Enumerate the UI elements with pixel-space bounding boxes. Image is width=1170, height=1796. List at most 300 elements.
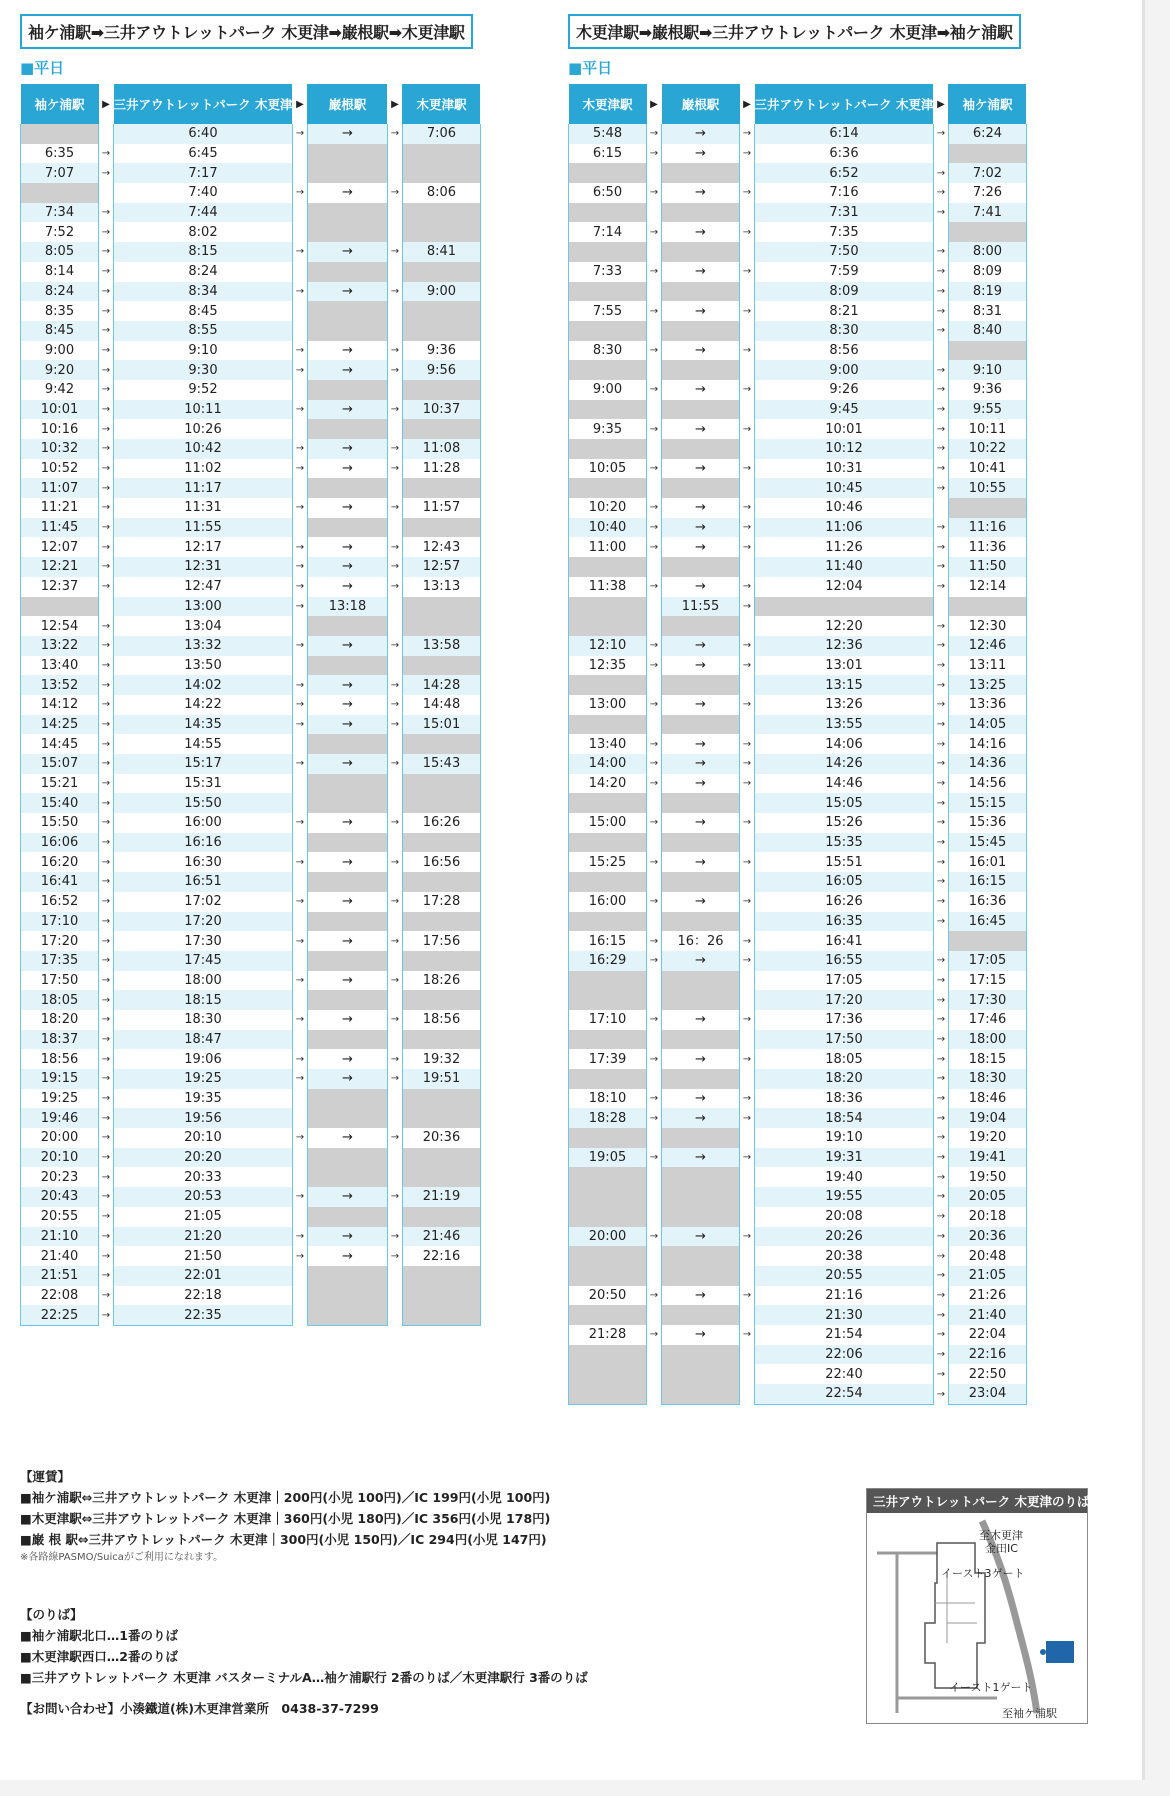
arrow-cell: → <box>649 778 659 790</box>
time-cell: 13:36 <box>948 695 1026 715</box>
time-cell: 20:00 <box>21 1128 99 1148</box>
arrow-cell: → <box>101 364 111 376</box>
arrow-cell: → <box>101 482 111 494</box>
left-header-row <box>21 84 481 124</box>
time-cell <box>402 1148 480 1168</box>
time-cell: 13:22 <box>21 636 99 656</box>
time-cell <box>402 222 480 242</box>
arrow-cell: → <box>936 876 946 888</box>
arrow-cell: → <box>936 187 946 199</box>
timetable-row <box>21 1266 481 1286</box>
time-cell <box>662 1069 740 1089</box>
time-cell: 11:21 <box>21 498 99 518</box>
timetable-row <box>21 1128 481 1148</box>
map-label-north-2: 金田IC <box>985 1542 1018 1555</box>
time-cell <box>569 1364 647 1384</box>
timetable-row <box>569 242 1027 262</box>
arrow-cell <box>647 793 662 813</box>
time-cell: 21:28 <box>569 1325 647 1345</box>
time-cell: → <box>662 419 740 439</box>
arrow-cell <box>387 203 402 223</box>
time-cell: 7:55 <box>569 301 647 321</box>
right-header-station-3: 三井アウトレットパーク 木更津 <box>755 84 934 124</box>
arrow-cell: → <box>936 384 946 396</box>
time-cell: 7:06 <box>402 124 480 144</box>
time-cell: 13:00 <box>114 597 293 617</box>
time-cell: → <box>307 675 387 695</box>
time-cell <box>662 1167 740 1187</box>
time-cell: 22:16 <box>402 1246 480 1266</box>
stop-line: ■袖ケ浦駅北口…1番のりば <box>20 1628 179 1643</box>
time-cell <box>307 793 387 813</box>
arrow-cell: → <box>390 1250 400 1262</box>
arrow-cell: → <box>101 1112 111 1124</box>
arrow-cell <box>647 1364 662 1384</box>
arrow-cell: → <box>101 620 111 632</box>
time-cell <box>662 1128 740 1148</box>
time-cell: 8:56 <box>755 341 934 361</box>
time-cell: 7:16 <box>755 183 934 203</box>
arrow-cell <box>740 242 755 262</box>
time-cell: 6:50 <box>569 183 647 203</box>
time-cell: → <box>307 183 387 203</box>
time-cell <box>402 518 480 538</box>
arrow-cell <box>740 478 755 498</box>
timetable-row <box>21 695 481 715</box>
time-cell: 16:29 <box>569 951 647 971</box>
arrow-cell: → <box>390 364 400 376</box>
left-timetable-grid <box>20 84 481 1326</box>
time-cell: 21:26 <box>948 1286 1026 1306</box>
time-cell: 15:40 <box>21 793 99 813</box>
time-cell: 18:46 <box>948 1089 1026 1109</box>
right-header-station-1: 木更津駅 <box>569 84 647 124</box>
time-cell <box>569 971 647 991</box>
time-cell: 17:46 <box>948 1010 1026 1030</box>
arrow-cell: → <box>101 1191 111 1203</box>
arrow-cell: → <box>295 699 305 711</box>
timetable-row <box>21 1167 481 1187</box>
time-cell: 10:01 <box>755 419 934 439</box>
arrow-cell: → <box>295 935 305 947</box>
time-cell: 17:05 <box>755 971 934 991</box>
time-cell: 11:16 <box>948 518 1026 538</box>
time-cell <box>402 1266 480 1286</box>
time-cell <box>569 557 647 577</box>
timetable-row <box>21 912 481 932</box>
time-cell: → <box>662 774 740 794</box>
time-cell: 18:05 <box>755 1049 934 1069</box>
time-cell <box>569 478 647 498</box>
arrow-cell <box>292 833 307 853</box>
time-cell <box>307 203 387 223</box>
time-cell: → <box>662 459 740 479</box>
time-cell: 17:36 <box>755 1010 934 1030</box>
arrow-cell: → <box>649 522 659 534</box>
arrow-cell <box>740 557 755 577</box>
time-cell: 9:35 <box>569 419 647 439</box>
arrow-cell <box>387 1089 402 1109</box>
timetable-row <box>21 419 481 439</box>
time-cell: → <box>307 341 387 361</box>
timetable-row <box>569 1384 1027 1404</box>
time-cell <box>307 1089 387 1109</box>
arrow-cell: → <box>390 344 400 356</box>
time-cell: 19:35 <box>114 1089 293 1109</box>
time-cell: 20:23 <box>21 1167 99 1187</box>
time-cell <box>662 1305 740 1325</box>
time-cell: 9:00 <box>569 380 647 400</box>
timetable-row <box>569 813 1027 833</box>
time-cell: → <box>662 144 740 164</box>
time-cell <box>307 912 387 932</box>
arrow-cell <box>740 203 755 223</box>
arrow-cell <box>647 1187 662 1207</box>
arrow-cell: → <box>936 1171 946 1183</box>
arrow-cell: → <box>742 266 752 278</box>
arrow-cell: → <box>295 1053 305 1065</box>
arrow-cell: → <box>742 148 752 160</box>
timetable-row <box>21 892 481 912</box>
time-cell: → <box>662 1227 740 1247</box>
time-cell <box>569 990 647 1010</box>
arrow-cell: → <box>649 1112 659 1124</box>
time-cell <box>402 419 480 439</box>
arrow-cell: → <box>742 1329 752 1341</box>
arrow-cell: → <box>101 896 111 908</box>
timetable-row <box>21 852 481 872</box>
arrow-cell <box>740 715 755 735</box>
arrow-cell: → <box>649 935 659 947</box>
time-cell: 7:34 <box>21 203 99 223</box>
time-cell: 8:45 <box>114 301 293 321</box>
arrow-cell: → <box>101 581 111 593</box>
header-arrow: ▶ <box>387 84 402 124</box>
time-cell: 8:35 <box>21 301 99 321</box>
timetable-row <box>569 833 1027 853</box>
arrow-cell <box>387 222 402 242</box>
time-cell <box>569 1128 647 1148</box>
arrow-cell: → <box>936 463 946 475</box>
arrow-cell: → <box>649 187 659 199</box>
arrow-cell: → <box>101 1211 111 1223</box>
time-cell <box>402 616 480 636</box>
time-cell: 17:50 <box>21 971 99 991</box>
time-cell: → <box>662 518 740 538</box>
arrow-cell: → <box>936 659 946 671</box>
arrow-cell <box>292 872 307 892</box>
arrow-cell: → <box>936 266 946 278</box>
time-cell: 13:40 <box>569 734 647 754</box>
arrow-cell: → <box>742 935 752 947</box>
arrow-cell <box>292 419 307 439</box>
time-cell <box>569 1305 647 1325</box>
time-cell: 19:41 <box>948 1148 1026 1168</box>
timetable-row <box>569 616 1027 636</box>
time-cell <box>662 1207 740 1227</box>
timetable-row <box>21 1108 481 1128</box>
arrow-cell: → <box>649 738 659 750</box>
arrow-cell: → <box>936 1250 946 1262</box>
time-cell: 16:00 <box>569 892 647 912</box>
time-cell: → <box>662 754 740 774</box>
time-cell: 16:15 <box>569 931 647 951</box>
timetable-row <box>21 616 481 636</box>
time-cell: 15:05 <box>755 793 934 813</box>
time-cell: 17:28 <box>402 892 480 912</box>
arrow-cell <box>647 1128 662 1148</box>
time-cell: 8:19 <box>948 282 1026 302</box>
time-cell: 15:15 <box>948 793 1026 813</box>
time-cell <box>307 951 387 971</box>
time-cell: 14:56 <box>948 774 1026 794</box>
arrow-cell <box>647 1167 662 1187</box>
bus-stop-icon <box>1046 1641 1074 1663</box>
arrow-cell: → <box>101 344 111 356</box>
timetable-row <box>21 1305 481 1325</box>
time-cell <box>307 656 387 676</box>
arrow-cell: → <box>649 1053 659 1065</box>
timetable-row <box>569 892 1027 912</box>
time-cell: 15:35 <box>755 833 934 853</box>
timetable-row <box>569 1266 1027 1286</box>
time-cell <box>402 1167 480 1187</box>
arrow-cell: → <box>390 541 400 553</box>
time-cell: 16:06 <box>21 833 99 853</box>
arrow-cell: → <box>649 699 659 711</box>
arrow-cell: → <box>101 522 111 534</box>
arrow-cell: → <box>295 344 305 356</box>
arrow-cell <box>647 1069 662 1089</box>
arrow-cell <box>292 656 307 676</box>
time-cell: 12:21 <box>21 557 99 577</box>
arrow-cell: → <box>101 285 111 297</box>
time-cell <box>307 1030 387 1050</box>
time-cell <box>662 990 740 1010</box>
map-label-gate1: イースト1ゲート <box>949 1681 1033 1694</box>
time-cell: 8:09 <box>948 262 1026 282</box>
time-cell: 16:16 <box>114 833 293 853</box>
arrow-cell <box>647 163 662 183</box>
timetable-row <box>569 1207 1027 1227</box>
time-cell: 15:17 <box>114 754 293 774</box>
timetable-row <box>569 1089 1027 1109</box>
arrow-cell: → <box>101 443 111 455</box>
arrow-cell: → <box>649 758 659 770</box>
timetable-row <box>21 1207 481 1227</box>
arrow-cell: → <box>649 817 659 829</box>
time-cell: 8:41 <box>402 242 480 262</box>
time-cell: 7:31 <box>755 203 934 223</box>
arrow-cell: → <box>295 128 305 140</box>
timetable-row <box>569 1010 1027 1030</box>
time-cell: 14:05 <box>948 715 1026 735</box>
arrow-cell <box>292 774 307 794</box>
timetable-row <box>21 242 481 262</box>
arrow-cell: → <box>936 640 946 652</box>
time-cell: 12:07 <box>21 537 99 557</box>
time-cell <box>569 597 647 617</box>
timetable-row <box>21 439 481 459</box>
arrow-cell <box>292 793 307 813</box>
arrow-cell <box>647 1345 662 1365</box>
arrow-cell: → <box>101 502 111 514</box>
arrow-cell: → <box>742 758 752 770</box>
time-cell: 11:36 <box>948 537 1026 557</box>
time-cell: 7:52 <box>21 222 99 242</box>
arrow-cell: → <box>936 1348 946 1360</box>
time-cell: 17:10 <box>569 1010 647 1030</box>
timetable-row <box>569 990 1027 1010</box>
time-cell: 16:41 <box>21 872 99 892</box>
arrow-cell <box>387 990 402 1010</box>
arrow-cell: → <box>101 1289 111 1301</box>
time-cell: 21:54 <box>755 1325 934 1345</box>
time-cell <box>569 1246 647 1266</box>
time-cell: → <box>662 537 740 557</box>
arrow-cell: → <box>936 1132 946 1144</box>
arrow-cell: → <box>649 896 659 908</box>
time-cell: → <box>662 656 740 676</box>
time-cell: 18:00 <box>114 971 293 991</box>
arrow-cell: → <box>390 758 400 770</box>
arrow-cell: → <box>742 640 752 652</box>
time-cell: 13:32 <box>114 636 293 656</box>
arrow-cell: → <box>936 837 946 849</box>
arrow-cell <box>387 518 402 538</box>
time-cell: 13:11 <box>948 656 1026 676</box>
time-cell: 12:31 <box>114 557 293 577</box>
arrow-cell: → <box>101 1270 111 1282</box>
arrow-cell: → <box>742 581 752 593</box>
arrow-cell: → <box>742 463 752 475</box>
time-cell: 21:19 <box>402 1187 480 1207</box>
time-cell: 8:06 <box>402 183 480 203</box>
time-cell: → <box>307 892 387 912</box>
arrow-cell: → <box>936 1191 946 1203</box>
arrow-cell <box>933 222 948 242</box>
timetable-row <box>21 222 481 242</box>
time-cell: → <box>307 636 387 656</box>
arrow-cell <box>387 262 402 282</box>
arrow-cell <box>740 872 755 892</box>
timetable-row <box>21 478 481 498</box>
arrow-cell <box>292 1167 307 1187</box>
arrow-cell: → <box>101 817 111 829</box>
time-cell: 13:01 <box>755 656 934 676</box>
time-cell: 15:50 <box>114 793 293 813</box>
arrow-cell: → <box>295 443 305 455</box>
arrow-cell: → <box>390 561 400 573</box>
time-cell: 7:40 <box>114 183 293 203</box>
arrow-cell <box>740 1384 755 1404</box>
time-cell: 9:00 <box>755 360 934 380</box>
time-cell <box>569 1207 647 1227</box>
timetable-row <box>21 380 481 400</box>
time-cell: 20:55 <box>21 1207 99 1227</box>
time-cell <box>662 439 740 459</box>
time-cell: 16:05 <box>755 872 934 892</box>
arrow-cell: → <box>742 699 752 711</box>
time-cell: 16:01 <box>948 852 1026 872</box>
time-cell: 14:46 <box>755 774 934 794</box>
time-cell: 23:04 <box>948 1384 1026 1404</box>
arrow-cell: → <box>390 1230 400 1242</box>
arrow-cell <box>292 1030 307 1050</box>
map-label-gate3: イースト3ゲート <box>941 1567 1025 1580</box>
time-cell: 12:14 <box>948 577 1026 597</box>
time-cell: → <box>307 754 387 774</box>
time-cell: → <box>662 262 740 282</box>
fare-note: ※各路線PASMO/Suicaがご利用になれます。 <box>20 1552 224 1563</box>
timetable-row <box>569 183 1027 203</box>
time-cell: 6:15 <box>569 144 647 164</box>
arrow-cell: → <box>742 600 752 612</box>
time-cell <box>662 616 740 636</box>
timetable-row <box>21 931 481 951</box>
timetable-row <box>569 1325 1027 1345</box>
time-cell: 9:52 <box>114 380 293 400</box>
arrow-cell <box>292 1207 307 1227</box>
time-cell: 14:22 <box>114 695 293 715</box>
time-cell <box>662 833 740 853</box>
time-cell: 13:50 <box>114 656 293 676</box>
timetable-row <box>21 715 481 735</box>
timetable-row <box>569 557 1027 577</box>
time-cell: 22:01 <box>114 1266 293 1286</box>
time-cell <box>307 1305 387 1325</box>
timetable-row <box>21 1049 481 1069</box>
arrow-cell: → <box>936 915 946 927</box>
time-cell: 21:10 <box>21 1227 99 1247</box>
time-cell: 21:51 <box>21 1266 99 1286</box>
time-cell: 16:36 <box>948 892 1026 912</box>
arrow-cell: → <box>101 384 111 396</box>
timetable-row <box>21 203 481 223</box>
arrow-cell <box>292 301 307 321</box>
arrow-cell <box>387 1266 402 1286</box>
fare-line: ■木更津駅⇔三井アウトレットパーク 木更津｜360円(小児 180円)／IC 356円(小児 178円) <box>20 1511 551 1526</box>
timetable-row <box>21 971 481 991</box>
timetable-row <box>21 1030 481 1050</box>
arrow-cell: → <box>936 1289 946 1301</box>
timetable-row <box>569 380 1027 400</box>
map-label-south: 至袖ケ浦駅 <box>1002 1707 1057 1720</box>
time-cell: 14:45 <box>21 734 99 754</box>
arrow-cell: → <box>742 128 752 140</box>
arrow-cell: → <box>101 207 111 219</box>
arrow-cell: → <box>101 1014 111 1026</box>
arrow-cell: → <box>649 640 659 652</box>
timetable-row <box>21 1148 481 1168</box>
arrow-cell: → <box>101 915 111 927</box>
time-cell <box>307 616 387 636</box>
arrow-cell <box>647 321 662 341</box>
time-cell: 10:26 <box>114 419 293 439</box>
arrow-cell <box>740 360 755 380</box>
time-cell: 14:02 <box>114 675 293 695</box>
arrow-cell: → <box>295 463 305 475</box>
timetable-row <box>21 754 481 774</box>
time-cell: 16:20 <box>21 852 99 872</box>
arrow-cell: → <box>936 1270 946 1282</box>
time-cell: → <box>307 439 387 459</box>
arrow-cell <box>647 971 662 991</box>
timetable-row <box>21 518 481 538</box>
timetable-row <box>569 656 1027 676</box>
timetable-row <box>21 282 481 302</box>
timetable-row <box>21 1286 481 1306</box>
